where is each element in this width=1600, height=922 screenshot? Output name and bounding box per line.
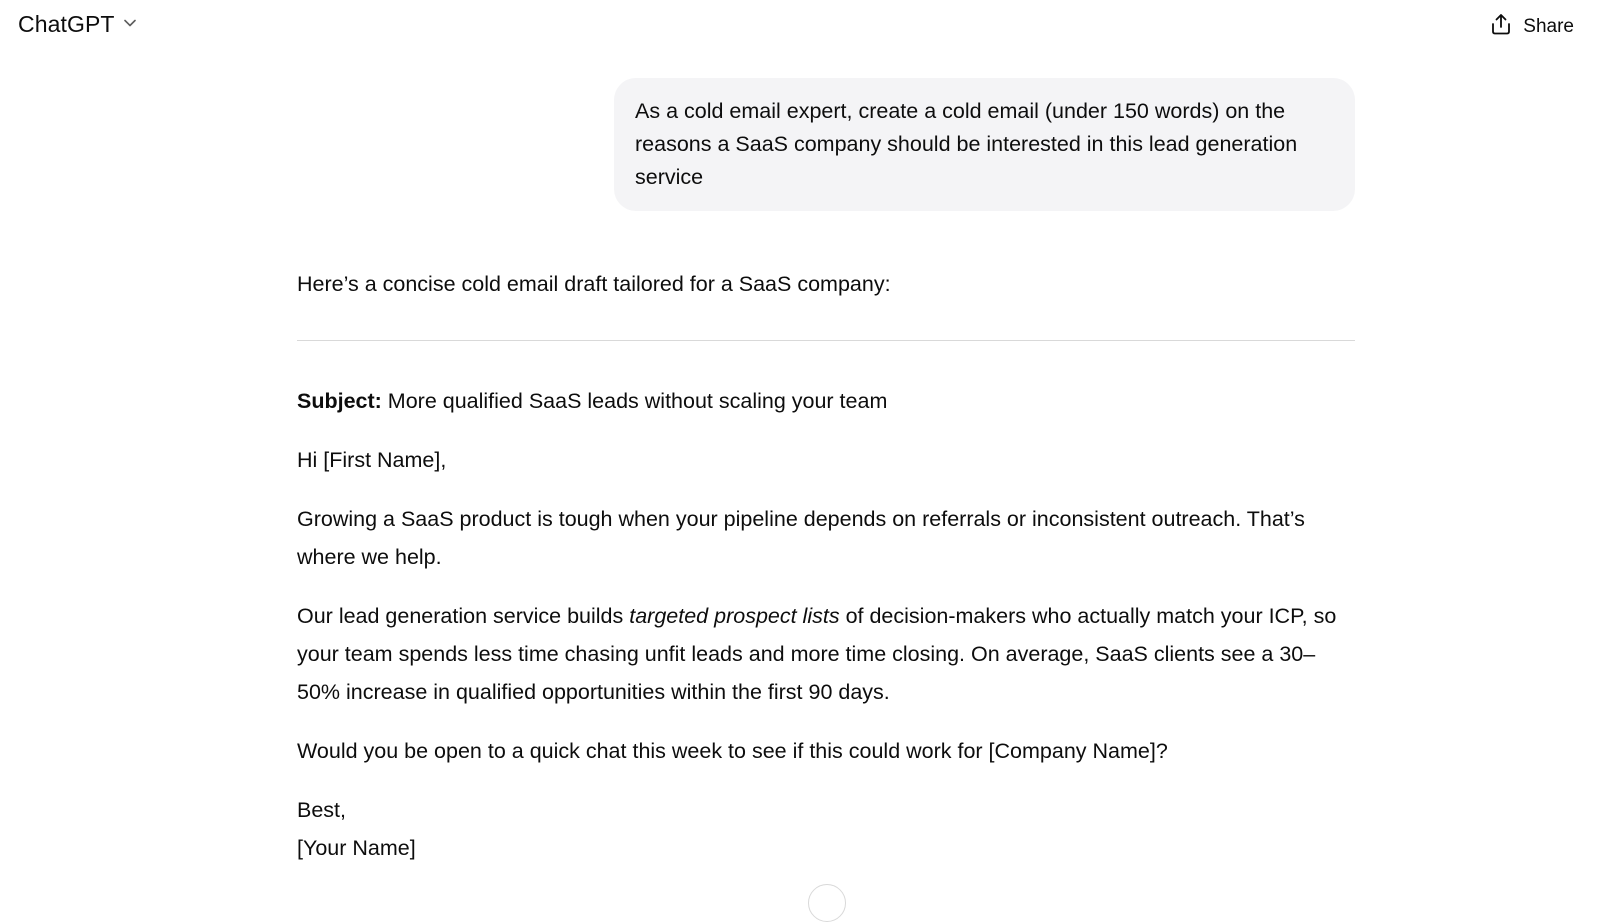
subject-text: More qualified SaaS leads without scaling your team bbox=[381, 389, 888, 413]
model-name: ChatGPT bbox=[18, 11, 115, 37]
upload-icon bbox=[1490, 12, 1512, 41]
scroll-down-button[interactable] bbox=[808, 884, 846, 922]
email-signature: [Your Name] bbox=[297, 836, 416, 860]
horizontal-divider bbox=[297, 340, 1355, 341]
subject-label: Subject: bbox=[297, 389, 382, 413]
assistant-intro: Here’s a concise cold email draft tailored for a SaaS company: bbox=[297, 272, 891, 296]
share-button[interactable] bbox=[1490, 12, 1574, 41]
user-message-bubble bbox=[614, 78, 1355, 211]
email-paragraph-3: Would you be open to a quick chat this week to see if this could work for [Company Name]? bbox=[297, 739, 1168, 763]
email-signoff bbox=[297, 791, 1355, 867]
paragraph-2-text-end: of decision-makers who actually match your ICP, so your team spends less time chasing unfit leads and more time closing. On average, SaaS clients see a 30–50% increase in qualified opportunities within the first 90 days. bbox=[297, 604, 1337, 704]
assistant-message bbox=[297, 268, 1355, 860]
email-subject-line bbox=[297, 382, 1355, 420]
email-closing: Best, bbox=[297, 798, 346, 822]
share-label: Share bbox=[1523, 15, 1574, 37]
email-paragraph-1: Growing a SaaS product is tough when your pipeline depends on referrals or inconsistent outreach. That’s where we help. bbox=[297, 507, 1305, 569]
model-switcher[interactable] bbox=[18, 11, 137, 38]
email-greeting: Hi [First Name], bbox=[297, 448, 447, 472]
paragraph-2-emphasis: targeted prospect lists bbox=[629, 604, 840, 628]
user-message-text: As a cold email expert, create a cold email (under 150 words) on the reasons a SaaS company should be interested in this lead generation service bbox=[635, 99, 1298, 189]
chevron-down-icon bbox=[123, 16, 137, 35]
top-bar bbox=[0, 0, 1600, 54]
email-draft bbox=[297, 382, 1355, 867]
email-paragraph-2 bbox=[297, 597, 1355, 711]
paragraph-2-text-start: Our lead generation service builds bbox=[297, 604, 630, 628]
